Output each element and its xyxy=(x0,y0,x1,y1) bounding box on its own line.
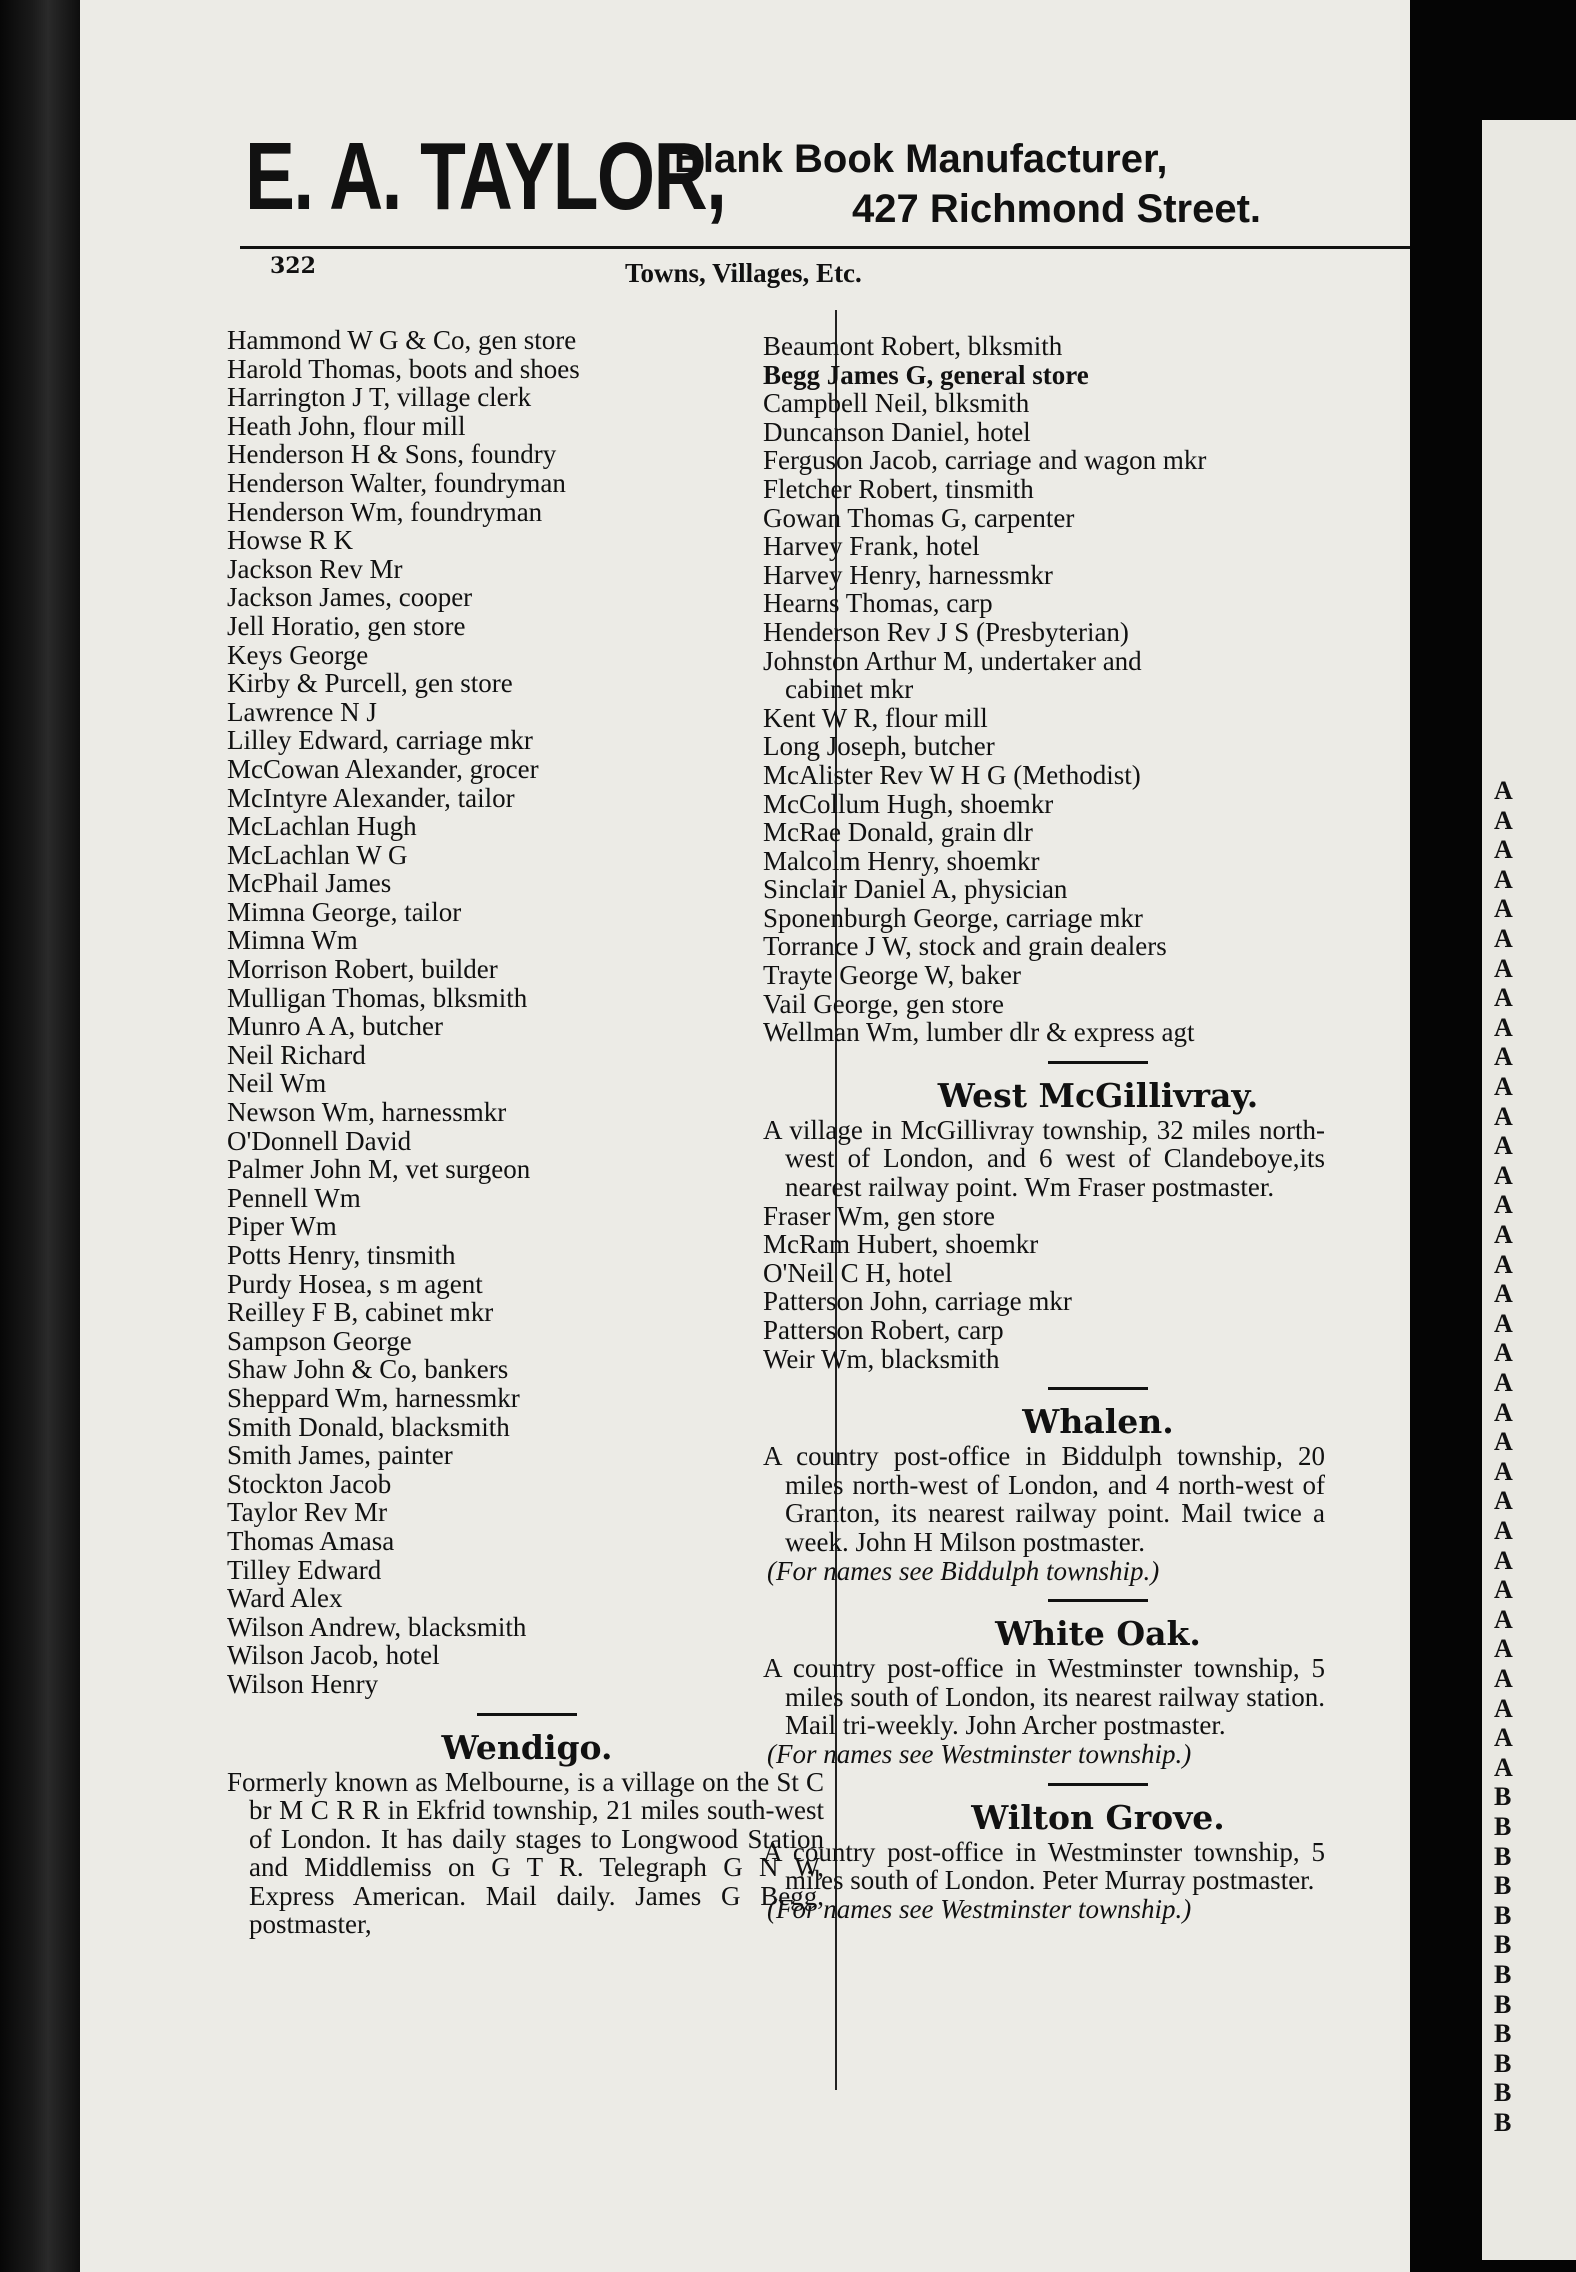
directory-entry: Smith James, painter xyxy=(227,1440,453,1471)
adjacent-page-letter: A xyxy=(1494,1664,1513,1693)
section-description-wendigo: Formerly known as Melbourne, is a village on the St C br M C R R in Ekfrid township, 21 miles south-west of London. It has daily stages to Longwood Station and Middlemiss on G T R. Telegraph G N W, Express American. Mail daily. James G Begg, postmaster, xyxy=(227,1766,824,1940)
directory-entry: McCollum Hugh, shoemkr xyxy=(763,788,1054,819)
adjacent-page-letter: A xyxy=(1494,835,1513,865)
adjacent-page-letter: A xyxy=(1494,1516,1513,1545)
directory-entry: Wilson Henry xyxy=(227,1668,379,1699)
directory-entry: Purdy Hosea, s m agent xyxy=(227,1268,483,1299)
west-mcgillivray-entry-list xyxy=(763,1202,1410,1374)
directory-entry: Begg James G, general store xyxy=(763,359,1089,390)
adjacent-page-letter: A xyxy=(1494,776,1513,805)
adjacent-page-letter: B xyxy=(1494,1841,1512,1871)
adjacent-page-letter: A xyxy=(1494,1190,1513,1220)
adjacent-page-letter: B xyxy=(1494,2048,1512,2078)
adjacent-page-letter: B xyxy=(1494,1989,1512,2019)
adjacent-page-letter: A xyxy=(1494,953,1513,983)
adjacent-page-letter: B xyxy=(1494,1871,1512,1901)
directory-entry: Hearns Thomas, carp xyxy=(763,588,993,619)
adjacent-page-letter: A xyxy=(1494,1604,1513,1634)
directory-entry: Thomas Amasa xyxy=(227,1525,395,1556)
left-column xyxy=(227,326,827,1939)
directory-entry: Kirby & Purcell, gen store xyxy=(227,668,513,699)
directory-entry: Shaw John & Co, bankers xyxy=(227,1354,509,1385)
directory-entry: Torrance J W, stock and grain dealers xyxy=(763,931,1167,962)
directory-entry: Newson Wm, harnessmkr xyxy=(227,1097,507,1128)
directory-entry: Duncanson Daniel, hotel xyxy=(763,416,1031,447)
section-heading-wendigo: Wendigo. xyxy=(441,1727,613,1767)
adjacent-page-letter: A xyxy=(1494,1456,1513,1486)
directory-entry: Jackson James, cooper xyxy=(227,582,473,613)
directory-entry: Jell Horatio, gen store xyxy=(227,610,466,641)
adjacent-page-letter: A xyxy=(1494,924,1513,953)
directory-entry: Ferguson Jacob, carriage and wagon mkr xyxy=(763,445,1207,476)
directory-entry: Stockton Jacob xyxy=(227,1468,392,1499)
directory-entry: Weir Wm, blacksmith xyxy=(763,1343,1000,1374)
directory-entry: Sampson George xyxy=(227,1325,412,1356)
directory-entry: McLachlan W G xyxy=(227,839,408,870)
directory-entry: McCowan Alexander, grocer xyxy=(227,753,539,784)
adjacent-page-letter: A xyxy=(1494,1042,1513,1072)
adjacent-page-letter: A xyxy=(1494,1397,1513,1427)
directory-entry: Henderson Rev J S (Presbyterian) xyxy=(763,616,1129,647)
directory-entry: Henderson Wm, foundryman xyxy=(227,496,543,527)
left-entry-list xyxy=(227,326,827,1699)
adjacent-page-letter: A xyxy=(1494,1634,1513,1664)
directory-entry: O'Donnell David xyxy=(227,1125,412,1156)
directory-entry: Mulligan Thomas, blksmith xyxy=(227,982,528,1013)
adjacent-page-letter: A xyxy=(1494,1131,1513,1161)
adjacent-page-letter: A xyxy=(1494,1279,1513,1309)
section-rule xyxy=(1048,1783,1148,1786)
right-column xyxy=(763,332,1410,1923)
section-rule xyxy=(1048,1599,1148,1602)
header-rule xyxy=(240,246,1410,249)
adjacent-page-letter: B xyxy=(1494,1900,1512,1930)
directory-entry: Palmer John M, vet surgeon xyxy=(227,1154,531,1185)
directory-entry: Gowan Thomas G, carpenter xyxy=(763,502,1075,533)
directory-entry: Sinclair Daniel A, physician xyxy=(763,874,1068,905)
directory-entry: McIntyre Alexander, tailor xyxy=(227,782,515,813)
adjacent-page-letter: B xyxy=(1494,1930,1512,1960)
adjacent-page-letter: A xyxy=(1494,1012,1513,1042)
directory-entry: Neil Wm xyxy=(227,1068,327,1099)
directory-entry: Morrison Robert, builder xyxy=(227,954,498,985)
adjacent-page-edge xyxy=(1482,120,1576,2260)
directory-entry: Fraser Wm, gen store xyxy=(763,1200,995,1231)
right-entry-list xyxy=(763,332,1410,1047)
directory-entry: Reilley F B, cabinet mkr xyxy=(227,1297,494,1328)
directory-entry: Long Joseph, butcher xyxy=(763,731,995,762)
adjacent-page-letter: A xyxy=(1494,1338,1513,1368)
adjacent-page-letter: B xyxy=(1494,1960,1512,1989)
section-rule xyxy=(1048,1061,1148,1064)
adjacent-page-letter: A xyxy=(1494,805,1513,835)
section-rule xyxy=(477,1713,577,1716)
directory-entry: Mimna George, tailor xyxy=(227,896,462,927)
directory-entry: Harrington J T, village clerk xyxy=(227,382,532,413)
section-heading-white-oak: White Oak. xyxy=(995,1614,1201,1654)
directory-entry: Wellman Wm, lumber dlr & express agt xyxy=(763,1017,1195,1048)
directory-entry: Kent W R, flour mill xyxy=(763,702,988,733)
directory-entry: Howse R K xyxy=(227,525,353,556)
directory-entry: Wilson Jacob, hotel xyxy=(227,1640,440,1671)
directory-entry: Taylor Rev Mr xyxy=(227,1497,388,1528)
directory-entry: Ward Alex xyxy=(227,1583,343,1614)
directory-entry: McLachlan Hugh xyxy=(227,811,417,842)
directory-entry: Beaumont Robert, blksmith xyxy=(763,331,1063,361)
adjacent-page-letter: B xyxy=(1494,2019,1512,2049)
directory-entry: Campbell Neil, blksmith xyxy=(763,388,1030,419)
adjacent-page-letter: A xyxy=(1494,1220,1513,1249)
directory-entry: Munro A A, butcher xyxy=(227,1011,443,1042)
directory-entry: Tilley Edward xyxy=(227,1554,382,1585)
adjacent-page-letter: A xyxy=(1494,1368,1513,1397)
section-note-whalen: (For names see Biddulph township.) xyxy=(767,1555,1160,1586)
directory-entry: Harvey Henry, harnessmkr xyxy=(763,559,1053,590)
directory-entry: Smith Donald, blacksmith xyxy=(227,1411,510,1442)
directory-entry: Fletcher Robert, tinsmith xyxy=(763,473,1034,504)
adjacent-page-letter: A xyxy=(1494,1101,1513,1131)
section-note-white-oak: (For names see Westminster township.) xyxy=(767,1738,1192,1769)
section-heading-whalen: Whalen. xyxy=(1022,1402,1174,1442)
directory-entry: cabinet mkr xyxy=(785,674,914,705)
directory-entry: Lilley Edward, carriage mkr xyxy=(227,725,533,756)
section-note-wilton-grove: (For names see Westminster township.) xyxy=(767,1893,1192,1924)
directory-entry: Johnston Arthur M, undertaker and xyxy=(763,645,1142,676)
directory-entry: Patterson Robert, carp xyxy=(763,1315,1004,1345)
directory-entry: Trayte George W, baker xyxy=(763,960,1021,991)
directory-entry: Patterson John, carriage mkr xyxy=(763,1286,1072,1317)
directory-entry: McPhail James xyxy=(227,868,392,899)
adjacent-page-letter: A xyxy=(1494,1545,1513,1575)
directory-entry: Henderson H & Sons, foundry xyxy=(227,439,557,470)
directory-entry: Henderson Walter, foundryman xyxy=(227,467,566,498)
adjacent-page-letter: A xyxy=(1494,983,1513,1013)
adjacent-page-letter: B xyxy=(1494,1812,1512,1841)
directory-entry: Hammond W G & Co, gen store xyxy=(227,325,577,355)
page-number: 322 xyxy=(270,253,316,279)
adjacent-page-letter: A xyxy=(1494,894,1513,924)
directory-entry: Harold Thomas, boots and shoes xyxy=(227,353,580,384)
directory-entry: Vail George, gen store xyxy=(763,988,1004,1019)
adjacent-page-letter: A xyxy=(1494,1072,1513,1101)
directory-entry: Sheppard Wm, harnessmkr xyxy=(227,1382,520,1413)
directory-entry: O'Neil C H, hotel xyxy=(763,1257,953,1288)
directory-entry: Lawrence N J xyxy=(227,696,377,727)
adjacent-page-letter: B xyxy=(1494,1782,1512,1812)
adjacent-page-letter: A xyxy=(1494,1427,1513,1457)
adjacent-page-letter: A xyxy=(1494,1486,1513,1516)
adjacent-page-letter: A xyxy=(1494,1575,1513,1605)
adjacent-page-letter: B xyxy=(1494,2108,1512,2137)
directory-entry: Neil Richard xyxy=(227,1039,366,1070)
advertiser-tagline: Blank Book Manufacturer, xyxy=(674,137,1168,181)
directory-entry: Sponenburgh George, carriage mkr xyxy=(763,902,1143,933)
adjacent-page-letter: A xyxy=(1494,1752,1513,1782)
advertiser-name: E. A. TAYLOR, xyxy=(245,123,726,230)
adjacent-page-letter: A xyxy=(1494,1160,1513,1190)
section-description-white-oak: A country post-office in Westminster township, 5 miles south of London, its nearest railway station. Mail tri-weekly. John Archer postmaster. xyxy=(763,1653,1325,1741)
section-heading-wilton-grove: Wilton Grove. xyxy=(971,1797,1225,1837)
adjacent-page-letter: A xyxy=(1494,1693,1513,1723)
directory-entry: Piper Wm xyxy=(227,1211,337,1242)
section-description-whalen: A country post-office in Biddulph township, 20 miles north-west of London, and 4 north-west of Granton, its nearest railway point. Mail twice a week. John H Milson postmaster. xyxy=(763,1441,1325,1557)
section-description-wilton-grove: A country post-office in Westminster township, 5 miles south of London. Peter Murray postmaster. xyxy=(763,1836,1325,1896)
book-spine xyxy=(0,0,80,2272)
adjacent-page-letter: B xyxy=(1494,2078,1512,2108)
running-head: Towns, Villages, Etc. xyxy=(625,258,862,288)
directory-entry: Harvey Frank, hotel xyxy=(763,531,980,562)
directory-entry: Keys George xyxy=(227,639,369,670)
directory-entry: McRam Hubert, shoemkr xyxy=(763,1229,1039,1260)
adjacent-page-letter: A xyxy=(1494,1723,1513,1753)
adjacent-page-letter: A xyxy=(1494,864,1513,894)
advertiser-address: 427 Richmond Street. xyxy=(852,187,1262,231)
adjacent-page-letter: A xyxy=(1494,1249,1513,1279)
directory-entry: Wilson Andrew, blacksmith xyxy=(227,1611,527,1642)
directory-entry: Jackson Rev Mr xyxy=(227,553,403,584)
directory-page xyxy=(80,0,1410,2272)
directory-entry: Mimna Wm xyxy=(227,925,358,956)
section-rule xyxy=(1048,1387,1148,1390)
section-heading-west-mcgillivray: West McGillivray. xyxy=(937,1075,1259,1115)
section-description-west-mcgillivray: A village in McGillivray township, 32 miles north-west of London, and 6 west of Clandeboye,its nearest railway point. Wm Fraser postmaster. xyxy=(763,1114,1325,1203)
directory-entry: Heath John, flour mill xyxy=(227,410,466,441)
directory-entry: McRae Donald, grain dlr xyxy=(763,817,1033,848)
directory-entry: Malcolm Henry, shoemkr xyxy=(763,845,1040,876)
directory-entry: Pennell Wm xyxy=(227,1182,361,1213)
directory-entry: Potts Henry, tinsmith xyxy=(227,1240,456,1270)
directory-entry: McAlister Rev W H G (Methodist) xyxy=(763,759,1141,790)
adjacent-page-letter: A xyxy=(1494,1308,1513,1338)
